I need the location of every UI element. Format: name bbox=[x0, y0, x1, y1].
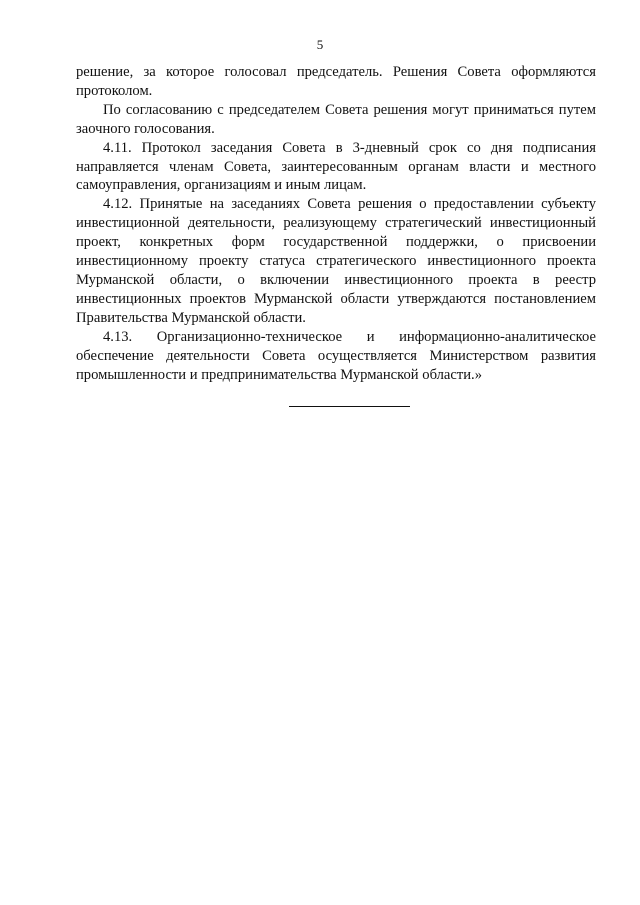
document-body bbox=[76, 63, 596, 384]
paragraph-continuation: решение, за которое голосовал председатель. Решения Совета оформляются протоколом. bbox=[76, 64, 596, 99]
page-number: 5 bbox=[316, 37, 324, 52]
paragraph-absentee-voting: По согласованию с председателем Совета решения могут приниматься путем заочного голосования. bbox=[76, 101, 596, 137]
end-separator-line bbox=[289, 406, 410, 407]
paragraph-clause-4-11: 4.11. Протокол заседания Совета в 3-дневный срок со дня подписания направляется членам Совета, заинтересованным органам власти и местного самоуправления, организациям и иным лицам. bbox=[76, 139, 596, 194]
paragraph-clause-4-13: 4.13. Организационно-техническое и информационно-аналитическое обеспечение деятельности Совета осуществляется Министерством развития промышленности и предпринимательства Мурманской области.» bbox=[76, 328, 596, 383]
paragraph-clause-4-12: 4.12. Принятые на заседаниях Совета решения о предоставлении субъекту инвестиционной деятельности, реализующему стратегический инвестиционный проект, конкретных форм государственной поддержки, о присвоении инвестиционному проекту статуса стратегического инвестиционного проекта Мурманской области, о включении инвестиционного проекта в реестр инвестиционных проектов Мурманской области утверждаются постановлением Правительства Мурманской области. bbox=[76, 196, 596, 326]
